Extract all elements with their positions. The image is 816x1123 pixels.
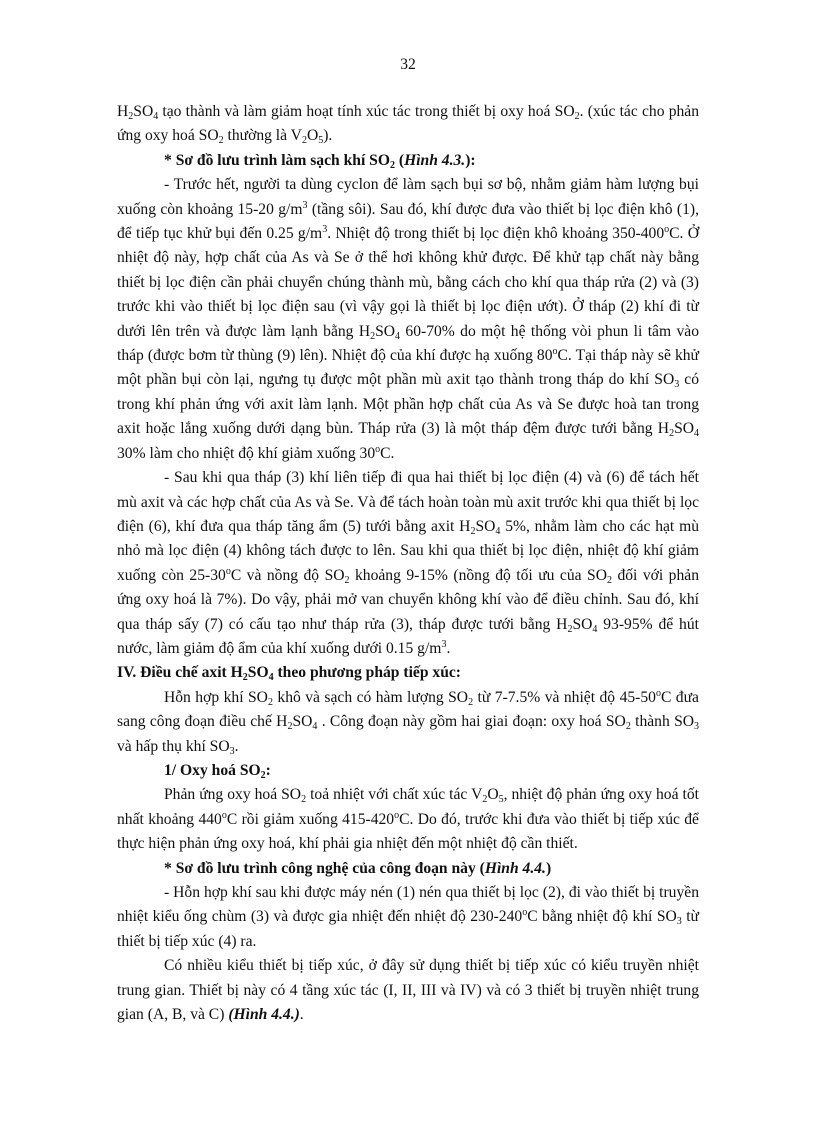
text-run: Phản ứng oxy hoá SO — [164, 786, 302, 804]
subscript: 2 — [370, 330, 376, 342]
subscript: 2 — [468, 696, 474, 708]
text-run: . Nhiệt độ trong thiết bị lọc điện khô khoảng 350-400 — [327, 225, 665, 243]
text-run: C và nồng độ SO — [230, 566, 345, 584]
subscript: 2 — [669, 428, 675, 440]
paragraph — [117, 686, 699, 759]
text-run: SO — [674, 420, 694, 438]
text-run: - Trước hết, người ta dùng cyclon để làm sạch bụi sơ bộ, nhằm giảm hàm lượng bụi xuống còn khoảng 15-20 g/m — [117, 176, 699, 218]
text-run: O — [306, 127, 319, 145]
text-run: . (xúc tác cho phản ứng oxy hoá SO — [117, 103, 700, 145]
text-run: H — [117, 103, 129, 120]
superscript: 3 — [322, 224, 328, 236]
text-run: . — [446, 639, 451, 657]
subscript: 2 — [218, 135, 224, 147]
text-run: O — [487, 786, 499, 804]
superscript: o — [225, 565, 231, 577]
subscript: 4 — [268, 672, 274, 684]
subscript: 2 — [389, 159, 395, 171]
page-number: 32 — [400, 56, 416, 73]
text-run: toả nhiệt với chất xúc tác V — [306, 786, 483, 804]
paragraph — [117, 857, 699, 881]
text-run: SO — [375, 322, 396, 340]
text-run: khô và sạch có hàm lượng SO — [272, 688, 469, 706]
text-run: * Sơ đồ lưu trình làm sạch khí SO — [164, 151, 390, 169]
text-run: . Công đoạn này gồm hai giai đoạn: oxy hoá SO — [317, 713, 626, 731]
text-run: 1/ Oxy hoá SO — [164, 761, 261, 779]
text-run: theo phương pháp tiếp xúc: — [273, 664, 461, 682]
text-run: tạo thành và làm giảm hoạt tính xúc tác trong thiết bị oxy hoá SO — [158, 103, 575, 120]
paragraph — [117, 881, 699, 954]
text-run: - Hỗn hợp khí sau khi được máy nén (1) nén qua thiết bị lọc (2), đi vào thiết bị truyền nhiệt kiểu ống chùm (3) và được gia nhiệt đến nhiệt độ 230-240 — [117, 884, 699, 926]
superscript: o — [522, 907, 528, 919]
subscript: 2 — [267, 696, 273, 708]
subscript: 2 — [625, 721, 631, 733]
subscript: 2 — [260, 769, 266, 781]
text-run: khoảng 9-15% (nồng độ tối ưu của SO — [349, 566, 607, 584]
text-run: (Hình 4.4.) — [228, 1006, 300, 1024]
paragraph — [117, 954, 699, 1027]
superscript: o — [552, 346, 558, 358]
paragraph — [117, 759, 699, 783]
subscript: 3 — [674, 379, 680, 391]
subscript: 3 — [229, 745, 235, 757]
text-run: Hỗn hợp khí SO — [164, 688, 268, 706]
text-run: C. Ở nhiệt độ này, hợp chất của As và Se ở thể hơi không khử được. Để khử tạp chất này bằng thiết bị lọc điện cần phải chuyển chúng thành mù, bằng cách cho khí qua tháp rửa (2) và (3) trước khi vào thiết bị lọc điện sau (vì vậy gọi là thiết bị lọc điện ướt). Ở tháp (2) khí đi từ dưới lên trên và được làm lạnh bằng H — [117, 225, 699, 340]
superscript: o — [655, 687, 661, 699]
subscript: 2 — [301, 135, 307, 147]
text-run: và hấp thụ khí SO — [117, 737, 230, 755]
subscript: 2 — [301, 794, 307, 806]
subscript: 2 — [242, 672, 248, 684]
text-run: * Sơ đồ lưu trình công nghệ của công đoạn này ( — [164, 859, 485, 877]
text-run: . — [234, 737, 239, 755]
text-run: ( — [394, 151, 405, 169]
paragraph — [117, 783, 699, 856]
text-run: 30% làm cho nhiệt độ khí giảm xuống 30 — [117, 444, 376, 462]
text-run: ): — [465, 151, 476, 169]
subscript: 4 — [694, 428, 699, 440]
text-run: C. — [380, 444, 395, 462]
text-run: SO — [475, 517, 496, 535]
text-run: từ 7-7.5% và nhiệt độ 45-50 — [473, 688, 656, 706]
paragraph — [117, 149, 699, 173]
text-run: Hình 4.3. — [404, 151, 466, 169]
subscript: 2 — [574, 111, 580, 122]
paragraph — [117, 661, 699, 685]
subscript: 2 — [344, 574, 350, 586]
superscript: 3 — [302, 199, 308, 211]
text-run: 5%, nhằm làm cho các hạt mù nhỏ mà lọc điện (4) không tách được to lên. Sau khi qua thiết bị lọc điện, nhiệt độ khí giảm xuống còn 25-30 — [117, 517, 699, 584]
text-run: Hình 4.4. — [484, 859, 546, 877]
text-run: C đưa sang công đoạn điều chế H — [117, 688, 699, 731]
text-run: thành SO — [630, 713, 695, 731]
superscript: o — [221, 809, 227, 821]
subscript: 4 — [395, 330, 401, 342]
subscript: 3 — [676, 916, 682, 928]
text-run: ) — [545, 859, 552, 877]
subscript: 4 — [312, 721, 318, 733]
text-run: : — [265, 761, 271, 779]
text-run: 93-95% để hút nước, làm giảm độ ẩm của khí xuống dưới 0.15 g/m — [117, 615, 699, 657]
superscript: o — [394, 809, 400, 821]
text-run: SO — [133, 103, 154, 120]
paragraph — [117, 466, 699, 661]
superscript: o — [375, 443, 381, 455]
subscript: 4 — [592, 623, 598, 635]
text-run: Có nhiều kiểu thiết bị tiếp xúc, ở đây sử dụng thiết bị tiếp xúc có kiểu truyền nhiệt trung gian. Thiết bị này có 4 tầng xúc tác (I, II, III và IV) và có 3 thiết bị truyền nhiệt trung gian (A, B, và C) — [117, 957, 699, 1024]
text-run: . — [299, 1006, 304, 1024]
text-run: từ thiết bị tiếp xúc (4) ra. — [117, 908, 700, 950]
subscript: 2 — [470, 525, 476, 537]
superscript: o — [664, 224, 670, 236]
text-run: SO — [572, 615, 593, 633]
text-run: thường là V — [223, 127, 302, 145]
paragraph — [117, 173, 699, 466]
subscript: 4 — [495, 525, 501, 537]
text-run: SO — [292, 713, 313, 731]
text-run: có trong khí phản ứng với axit làm lạnh. Một phần hợp chất của As và Se được hoà tan trong axit hoặc lắng xuống dưới dạng bùn. Tháp rửa (3) là một tháp đệm được tưới bằng H — [117, 371, 699, 438]
subscript: 5 — [498, 794, 504, 806]
text-run: 60-70% do một hệ thống vòi phun li tâm vào tháp (được bơm từ thùng (9) lên). Nhiệt độ của khí được hạ xuống 80 — [117, 322, 699, 365]
paragraph — [117, 100, 699, 149]
subscript: 2 — [128, 111, 134, 122]
subscript: 5 — [318, 135, 324, 147]
subscript: 2 — [606, 574, 612, 586]
subscript: 4 — [153, 111, 159, 122]
text-run: - Sau khi qua tháp (3) khí liên tiếp đi qua hai thiết bị lọc điện (4) và (6) để tách hết mù axit và các hợp chất của As và Se. Và để tách hoàn toàn mù axit trước khi qua thiết bị lọc điện (6), khí đưa qua tháp tăng ẩm (5) tưới bằng axit H — [117, 469, 699, 535]
text-run: , nhiệt độ phản ứng oxy hoá tốt nhất khoảng 440 — [117, 786, 699, 828]
subscript: 2 — [567, 623, 573, 635]
text-run: C rồi giảm xuống 415-420 — [226, 810, 395, 828]
text-run: IV. Điều chế axit H — [117, 664, 243, 682]
subscript: 3 — [694, 721, 700, 733]
subscript: 2 — [287, 721, 293, 733]
text-run: C. Tại tháp này sẽ khử một phần bụi còn lại, ngưng tụ được một phần mù axit tạo thành trong tháp do khí SO — [117, 347, 699, 389]
subscript: 2 — [482, 794, 488, 806]
text-run: đối với phản ứng oxy hoá là 7%). Do vậy, phải mở van chuyển không khí vào để điều chỉnh. Sau đó, khí qua tháp sấy (7) có cấu tạo như tháp rửa (3), tháp được tưới bằng H — [117, 566, 699, 633]
text-run: SO — [247, 664, 269, 682]
text-run: ). — [323, 127, 333, 145]
text-run: C. Do đó, trước khi đưa vào thiết bị tiếp xúc để thực hiện phản ứng oxy hoá, khí phải gia nhiệt đến một nhiệt độ cần thiết. — [117, 810, 699, 853]
text-run: (tầng sôi). Sau đó, khí được đưa vào thiết bị lọc điện khô (1), để tiếp tục khử bụi đến 0.25 g/m — [117, 200, 699, 243]
superscript: 3 — [441, 638, 447, 650]
page-content — [117, 100, 699, 1027]
text-run: C bằng nhiệt độ khí SO — [527, 908, 677, 926]
